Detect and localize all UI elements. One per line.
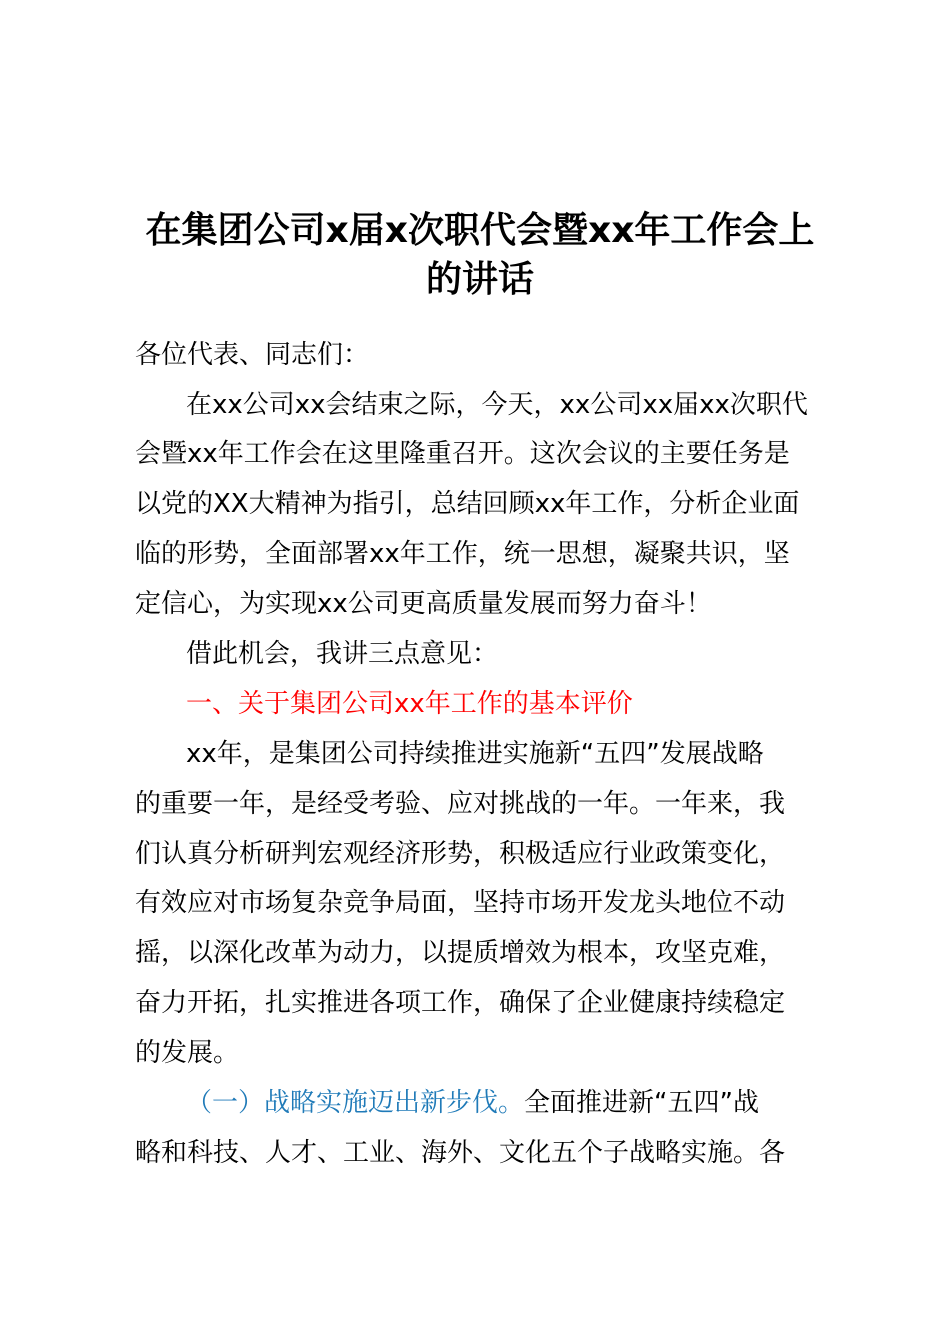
document-title-line-1: 在集团公司x届x次职代会暨xx年工作会上 xyxy=(145,210,815,251)
paragraph-line: 的重要一年，是经受考验、应对挑战的一年。一年来，我 xyxy=(135,789,786,819)
paragraph-line: 临的形势，全面部署xx年工作，统一思想，凝聚共识，坚 xyxy=(135,539,790,569)
paragraph-line: 会暨xx年工作会在这里隆重召开。这次会议的主要任务是 xyxy=(135,439,790,469)
paragraph-line: 略和科技、人才、工业、海外、文化五个子战略实施。各 xyxy=(135,1138,786,1168)
paragraph-line: 的发展。 xyxy=(135,1038,240,1068)
document-title-line-2: 的讲话 xyxy=(425,259,534,300)
paragraph-line: 借此机会，我讲三点意见： xyxy=(186,639,499,669)
paragraph-line: 定信心，为实现xx公司更高质量发展而努力奋斗！ xyxy=(135,589,712,619)
paragraph-line: 摇，以深化改革为动力，以提质增效为根本，攻坚克难， xyxy=(135,938,786,968)
subsection-line xyxy=(186,1085,901,1121)
paragraph-line: xx年，是集团公司持续推进实施新“五四”发展战略 xyxy=(186,739,764,769)
paragraph-line: 奋力开拓，扎实推进各项工作，确保了企业健康持续稳定 xyxy=(135,988,786,1018)
paragraph-line: 有效应对市场复杂竞争局面，坚持市场开发龙头地位不动 xyxy=(135,888,786,918)
paragraph-line: 们认真分析研判宏观经济形势，积极适应行业政策变化， xyxy=(135,839,786,869)
salutation: 各位代表、同志们： xyxy=(135,340,370,370)
paragraph-line: 以党的XX大精神为指引，总结回顾xx年工作，分析企业面 xyxy=(135,489,800,519)
subsection-heading: （一）战略实施迈出新步伐。 xyxy=(186,1088,525,1118)
section-heading: 一、关于集团公司xx年工作的基本评价 xyxy=(186,689,633,719)
paragraph-line: 在xx公司xx会结束之际，今天，xx公司xx届xx次职代 xyxy=(186,390,808,420)
subsection-text: 全面推进新“五四”战 xyxy=(524,1088,759,1118)
